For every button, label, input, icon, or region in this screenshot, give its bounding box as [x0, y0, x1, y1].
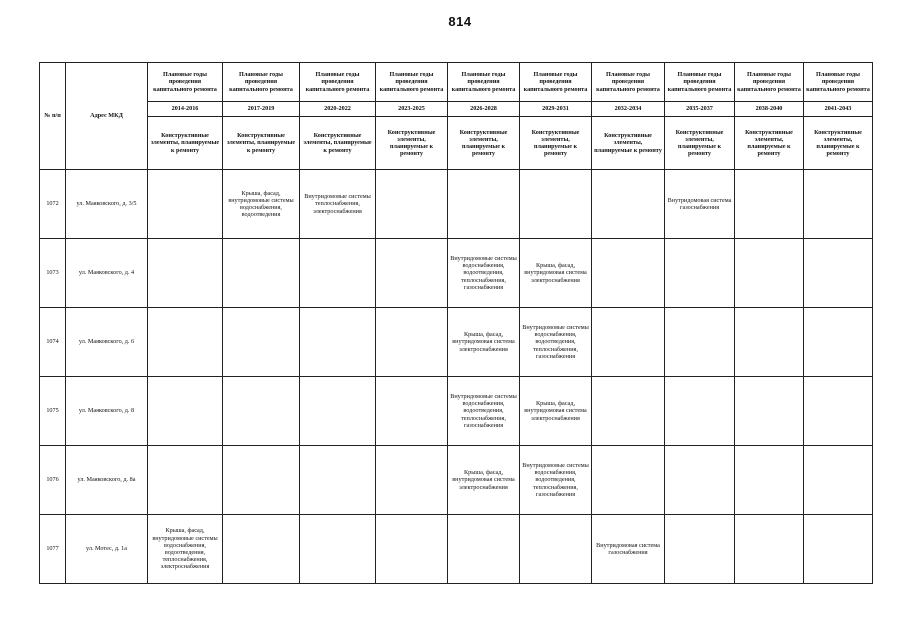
- elements-header: Конструктивные элементы, планируемые к ремонту: [300, 117, 376, 170]
- repair-elements-cell: [376, 308, 448, 377]
- repair-elements-cell: Внутридомовые системы теплоснабжения, электроснабжения: [300, 170, 376, 239]
- row-address: ул. Маяковского, д. 3/5: [66, 170, 148, 239]
- repair-elements-cell: Крыша, фасад, внутридомовые системы водоснабжения, водоотведения, теплоснабжения, электроснабжения: [148, 515, 223, 584]
- period-header: Плановые годы проведения капитального ремонта: [592, 63, 665, 102]
- elements-header: Конструктивные элементы, планируемые к ремонту: [223, 117, 300, 170]
- repair-elements-cell: [735, 239, 804, 308]
- repair-elements-cell: Крыша, фасад, внутридомовая система электроснабжения: [520, 377, 592, 446]
- row-number: 1073: [40, 239, 66, 308]
- elements-header: Конструктивные элементы, планируемые к ремонту: [376, 117, 448, 170]
- repair-elements-cell: [592, 308, 665, 377]
- repair-elements-cell: Внутридомовая система газоснабжения: [665, 170, 735, 239]
- repair-elements-cell: [592, 170, 665, 239]
- period-header: Плановые годы проведения капитального ремонта: [520, 63, 592, 102]
- repair-elements-cell: [223, 515, 300, 584]
- repair-elements-cell: [592, 446, 665, 515]
- period-header: Плановые годы проведения капитального ремонта: [223, 63, 300, 102]
- row-number: 1074: [40, 308, 66, 377]
- repair-elements-cell: [223, 239, 300, 308]
- elements-header: Конструктивные элементы, планируемые к ремонту: [592, 117, 665, 170]
- period-header: Плановые годы проведения капитального ремонта: [804, 63, 873, 102]
- repair-elements-cell: [520, 170, 592, 239]
- page-number: 814: [448, 14, 472, 29]
- row-address: ул. Маяковского, д. 4: [66, 239, 148, 308]
- elements-header: Конструктивные элементы, планируемые к ремонту: [735, 117, 804, 170]
- period-years: 2020-2022: [300, 102, 376, 117]
- table-row: [40, 239, 873, 308]
- repair-elements-cell: [665, 377, 735, 446]
- period-years: 2029-2031: [520, 102, 592, 117]
- period-header: Плановые годы проведения капитального ремонта: [300, 63, 376, 102]
- repair-elements-cell: [223, 377, 300, 446]
- repair-elements-cell: Крыша, фасад, внутридомовая система электроснабжения: [520, 239, 592, 308]
- row-address: ул. Маяковского, д. 8а: [66, 446, 148, 515]
- period-header: Плановые годы проведения капитального ремонта: [448, 63, 520, 102]
- repair-elements-cell: [735, 515, 804, 584]
- repair-elements-cell: [300, 515, 376, 584]
- col-address-header: Адрес МКД: [66, 63, 148, 170]
- repair-elements-cell: [300, 446, 376, 515]
- repair-elements-cell: [448, 515, 520, 584]
- repair-elements-cell: [735, 377, 804, 446]
- repair-elements-cell: Внутридомовые системы водоснабжения, водоотведения, теплоснабжения, газоснабжения: [448, 377, 520, 446]
- repair-elements-cell: Крыша, фасад, внутридомовые системы водоснабжения, водоотведения: [223, 170, 300, 239]
- repair-elements-cell: Внутридомовые системы водоснабжения, водоотведения, теплоснабжения, газоснабжения: [448, 239, 520, 308]
- repair-elements-cell: [804, 377, 873, 446]
- repair-elements-cell: [592, 377, 665, 446]
- row-address: ул. Маяковского, д. 8: [66, 377, 148, 446]
- repair-elements-cell: [665, 239, 735, 308]
- table-row: [40, 170, 873, 239]
- table-row: [40, 515, 873, 584]
- period-years: 2032-2034: [592, 102, 665, 117]
- repair-elements-cell: [665, 308, 735, 377]
- repair-elements-cell: [148, 377, 223, 446]
- repair-elements-cell: Внутридомовые системы водоснабжения, водоотведения, теплоснабжения, газоснабжения: [520, 446, 592, 515]
- period-years: 2035-2037: [665, 102, 735, 117]
- elements-header: Конструктивные элементы, планируемые к ремонту: [804, 117, 873, 170]
- period-years: 2023-2025: [376, 102, 448, 117]
- period-years: 2017-2019: [223, 102, 300, 117]
- repair-schedule-table: [39, 62, 873, 584]
- period-years: 2026-2028: [448, 102, 520, 117]
- repair-elements-cell: [148, 446, 223, 515]
- elements-header: Конструктивные элементы, планируемые к ремонту: [148, 117, 223, 170]
- table-row: [40, 377, 873, 446]
- repair-elements-cell: [448, 170, 520, 239]
- row-number: 1072: [40, 170, 66, 239]
- repair-elements-cell: [520, 515, 592, 584]
- repair-elements-cell: [735, 170, 804, 239]
- repair-elements-cell: [376, 239, 448, 308]
- period-header: Плановые годы проведения капитального ремонта: [148, 63, 223, 102]
- repair-elements-cell: [804, 446, 873, 515]
- repair-elements-cell: [665, 446, 735, 515]
- repair-elements-cell: Внутридомовые системы водоснабжения, водоотведения, теплоснабжения, газоснабжения: [520, 308, 592, 377]
- elements-header: Конструктивные элементы, планируемые к ремонту: [448, 117, 520, 170]
- repair-elements-cell: [804, 170, 873, 239]
- repair-elements-cell: [300, 239, 376, 308]
- repair-elements-cell: [376, 515, 448, 584]
- repair-elements-cell: [223, 308, 300, 377]
- repair-elements-cell: [300, 308, 376, 377]
- period-header: Плановые годы проведения капитального ремонта: [665, 63, 735, 102]
- repair-elements-cell: [735, 308, 804, 377]
- col-num-header: № п/п: [40, 63, 66, 170]
- table-row: [40, 308, 873, 377]
- repair-elements-cell: Крыша, фасад, внутридомовая система электроснабжения: [448, 446, 520, 515]
- period-header: Плановые годы проведения капитального ремонта: [376, 63, 448, 102]
- elements-header: Конструктивные элементы, планируемые к ремонту: [520, 117, 592, 170]
- repair-elements-cell: Крыша, фасад, внутридомовая система электроснабжения: [448, 308, 520, 377]
- table-row: [40, 446, 873, 515]
- repair-elements-cell: [223, 446, 300, 515]
- repair-elements-cell: [592, 239, 665, 308]
- repair-elements-cell: [804, 239, 873, 308]
- period-years: 2038-2040: [735, 102, 804, 117]
- repair-elements-cell: [148, 170, 223, 239]
- repair-elements-cell: [148, 308, 223, 377]
- repair-elements-cell: [665, 515, 735, 584]
- repair-elements-cell: [376, 446, 448, 515]
- elements-header: Конструктивные элементы, планируемые к ремонту: [665, 117, 735, 170]
- repair-elements-cell: [376, 170, 448, 239]
- repair-elements-cell: [148, 239, 223, 308]
- repair-elements-cell: [300, 377, 376, 446]
- row-number: 1075: [40, 377, 66, 446]
- period-years: 2041-2043: [804, 102, 873, 117]
- repair-elements-cell: [735, 446, 804, 515]
- row-number: 1077: [40, 515, 66, 584]
- repair-elements-cell: [804, 308, 873, 377]
- period-header: Плановые годы проведения капитального ремонта: [735, 63, 804, 102]
- repair-elements-cell: [804, 515, 873, 584]
- repair-elements-cell: Внутридомовая система газоснабжения: [592, 515, 665, 584]
- row-number: 1076: [40, 446, 66, 515]
- row-address: ул. Маяковского, д. 6: [66, 308, 148, 377]
- period-years: 2014-2016: [148, 102, 223, 117]
- repair-elements-cell: [376, 377, 448, 446]
- row-address: ул. Мотес, д. 1а: [66, 515, 148, 584]
